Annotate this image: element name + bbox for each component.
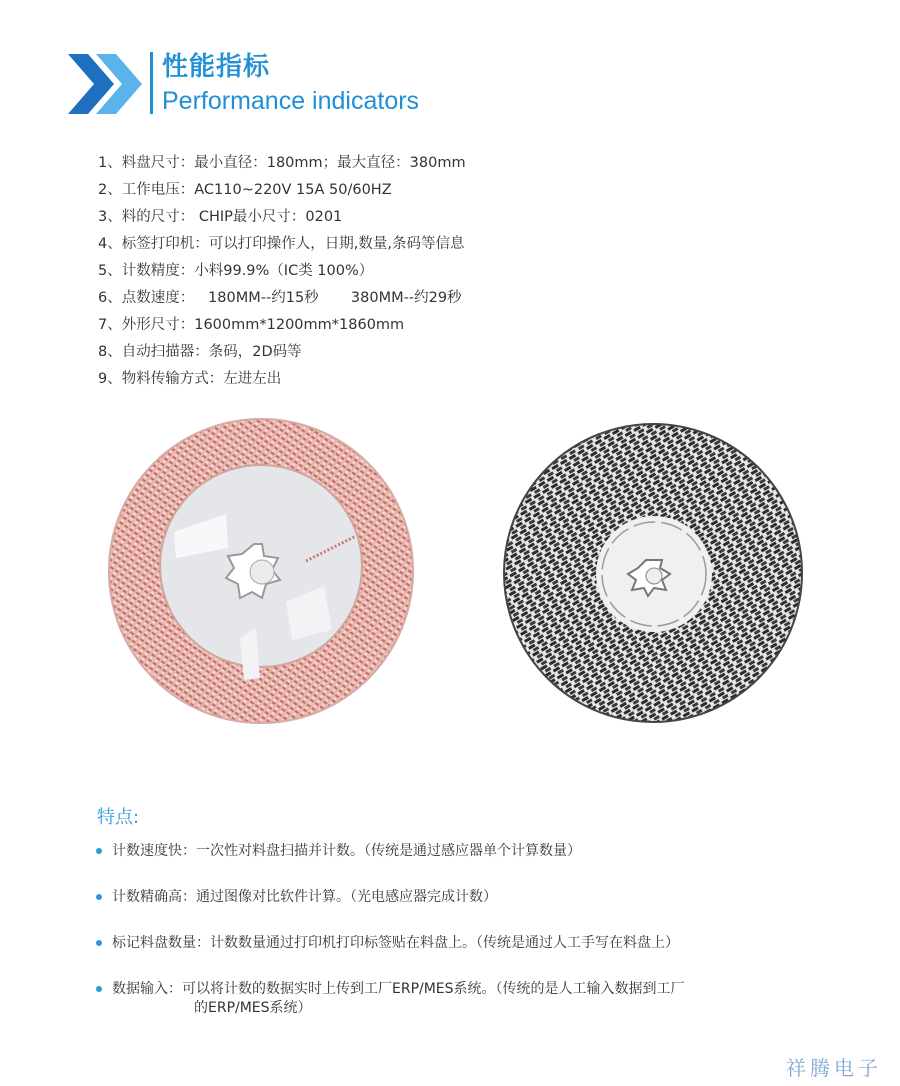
spec-item: 2、工作电压：AC110~220V 15A 50/60HZ bbox=[98, 182, 392, 198]
feature-item bbox=[96, 980, 816, 1020]
feature-text-continued: 的ERP/MES系统） bbox=[194, 1000, 312, 1016]
watermark: 祥腾电子 bbox=[786, 1056, 882, 1080]
bullet-icon bbox=[96, 986, 102, 992]
page-subtitle: Performance indicators bbox=[162, 87, 420, 115]
feature-text: 标记料盘数量：计数数量通过打印机打印标签贴在料盘上。（传统是通过人工手写在料盘上） bbox=[112, 935, 679, 951]
title-divider bbox=[150, 52, 153, 114]
feature-item bbox=[96, 842, 816, 888]
spec-item: 4、标签打印机：可以打印操作人，日期,数量,条码等信息 bbox=[98, 236, 465, 252]
feature-text: 数据输入：可以将计数的数据实时上传到工厂ERP/MES系统。（传统的是人工输入数据到工厂 bbox=[112, 981, 685, 997]
red-component-reel-xray-image bbox=[106, 416, 416, 726]
spec-item: 5、计数精度：小料99.9%（IC类 100%） bbox=[98, 263, 374, 279]
features-list bbox=[96, 842, 816, 1020]
spec-item: 9、物料传输方式：左进左出 bbox=[98, 371, 282, 387]
spec-item: 8、自动扫描器：条码，2D码等 bbox=[98, 344, 302, 360]
feature-item bbox=[96, 888, 816, 934]
bullet-icon bbox=[96, 894, 102, 900]
spec-item: 3、料的尺寸： CHIP最小尺寸：0201 bbox=[98, 209, 343, 225]
double-chevron-right-icon bbox=[66, 52, 144, 116]
spec-item: 6、点数速度： 180MM--约15秒 380MM--约29秒 bbox=[98, 290, 462, 306]
black-component-reel-xray-image bbox=[502, 422, 804, 724]
features-title: 特点: bbox=[97, 807, 140, 828]
spec-item: 7、外形尺寸：1600mm*1200mm*1860mm bbox=[98, 317, 405, 333]
feature-text: 计数速度快：一次性对料盘扫描并计数。（传统是通过感应器单个计算数量） bbox=[112, 843, 581, 859]
feature-item bbox=[96, 934, 816, 980]
spec-list bbox=[98, 152, 466, 395]
spec-item: 1、料盘尺寸：最小直径：180mm；最大直径：380mm bbox=[98, 155, 466, 171]
bullet-icon bbox=[96, 940, 102, 946]
feature-text: 计数精确高：通过图像对比软件计算。（光电感应器完成计数） bbox=[112, 889, 497, 905]
page-title: 性能指标 bbox=[162, 52, 271, 82]
section-header bbox=[66, 50, 566, 120]
bullet-icon bbox=[96, 848, 102, 854]
